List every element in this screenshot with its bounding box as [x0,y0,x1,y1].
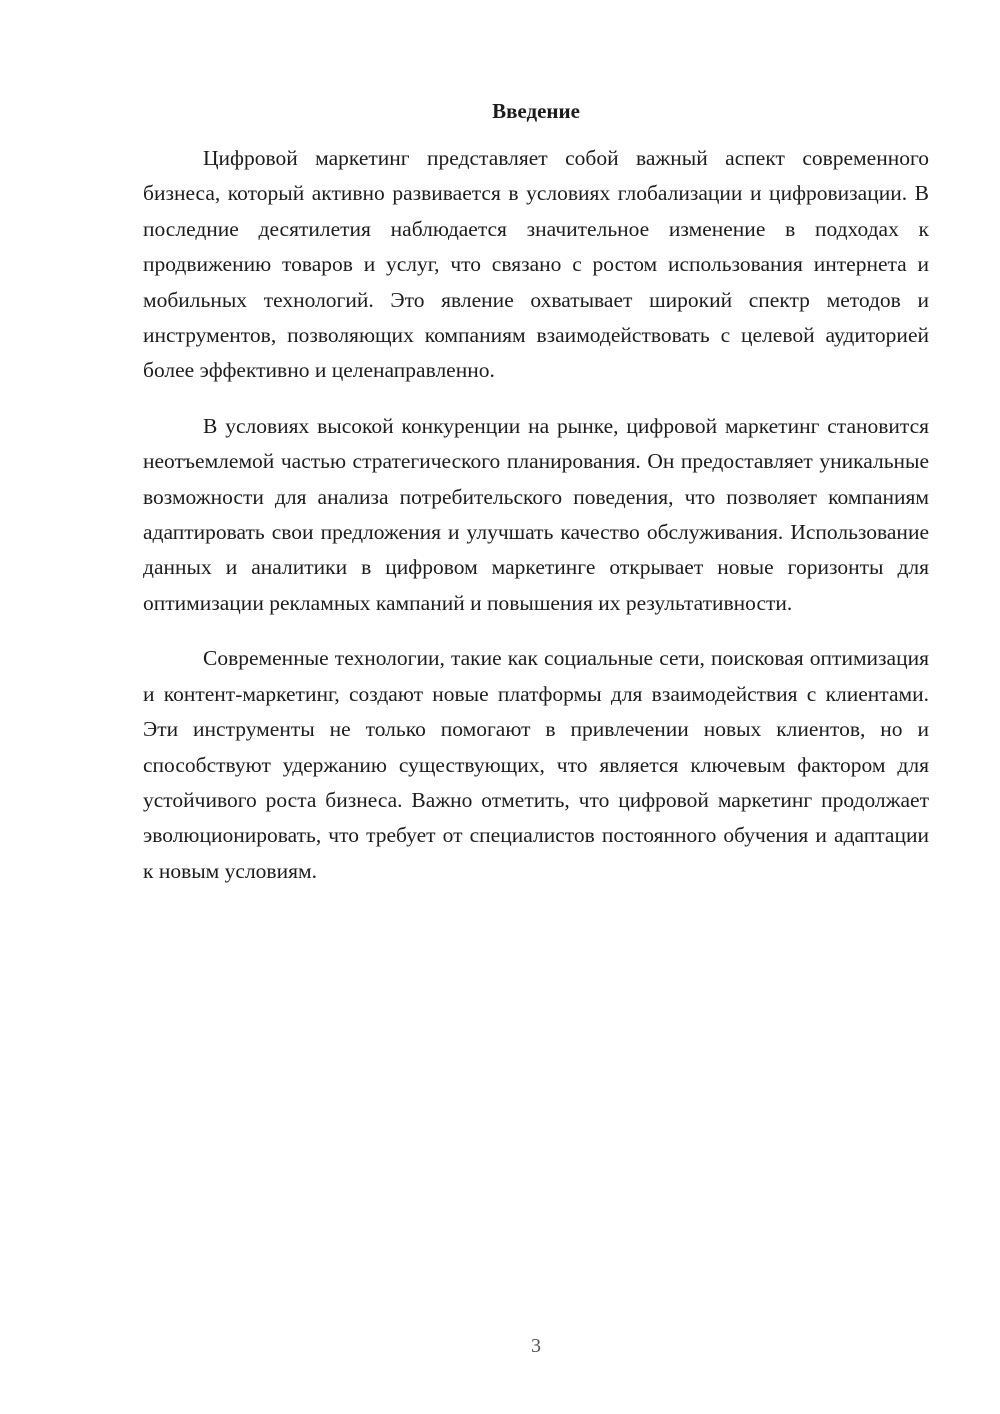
paragraph-2: В условиях высокой конкуренции на рынке, цифровой маркетинг становится неотъемлемой частью стратегического планирования. Он предоставляет уникальные возможности для анализа потребительского поведения, что позволяет компаниям адаптировать свои предложения и улучшать качество обслуживания. Использование данных и аналитики в цифровом маркетинге открывает новые горизонты для оптимизации рекламных кампаний и повышения их результативности. [143,413,929,615]
section-title: Введение [492,99,580,123]
body-text [143,141,929,909]
paragraph-3: Современные технологии, такие как социальные сети, поисковая оптимизация и контент-маркетинг, создают новые платформы для взаимодействия с клиентами. Эти инструменты не только помогают в привлечении новых клиентов, но и способствуют удержанию существующих, что является ключевым фактором для устойчивого роста бизнеса. Важно отметить, что цифровой маркетинг продолжает эволюционировать, что требует от специалистов постоянного обучения и адаптации к новым условиям. [143,646,929,883]
paragraph-1: Цифровой маркетинг представляет собой важный аспект современного бизнеса, который активно развивается в условиях глобализации и цифровизации. В последние десятилетия наблюдается значительное изменение в подходах к продвижению товаров и услуг, что связано с ростом использования интернета и мобильных технологий. Это явление охватывает широкий спектр методов и инструментов, позволяющих компаниям взаимодействовать с целевой аудиторией более эффективно и целенаправленно. [143,146,929,383]
page-number: 3 [531,1335,541,1357]
